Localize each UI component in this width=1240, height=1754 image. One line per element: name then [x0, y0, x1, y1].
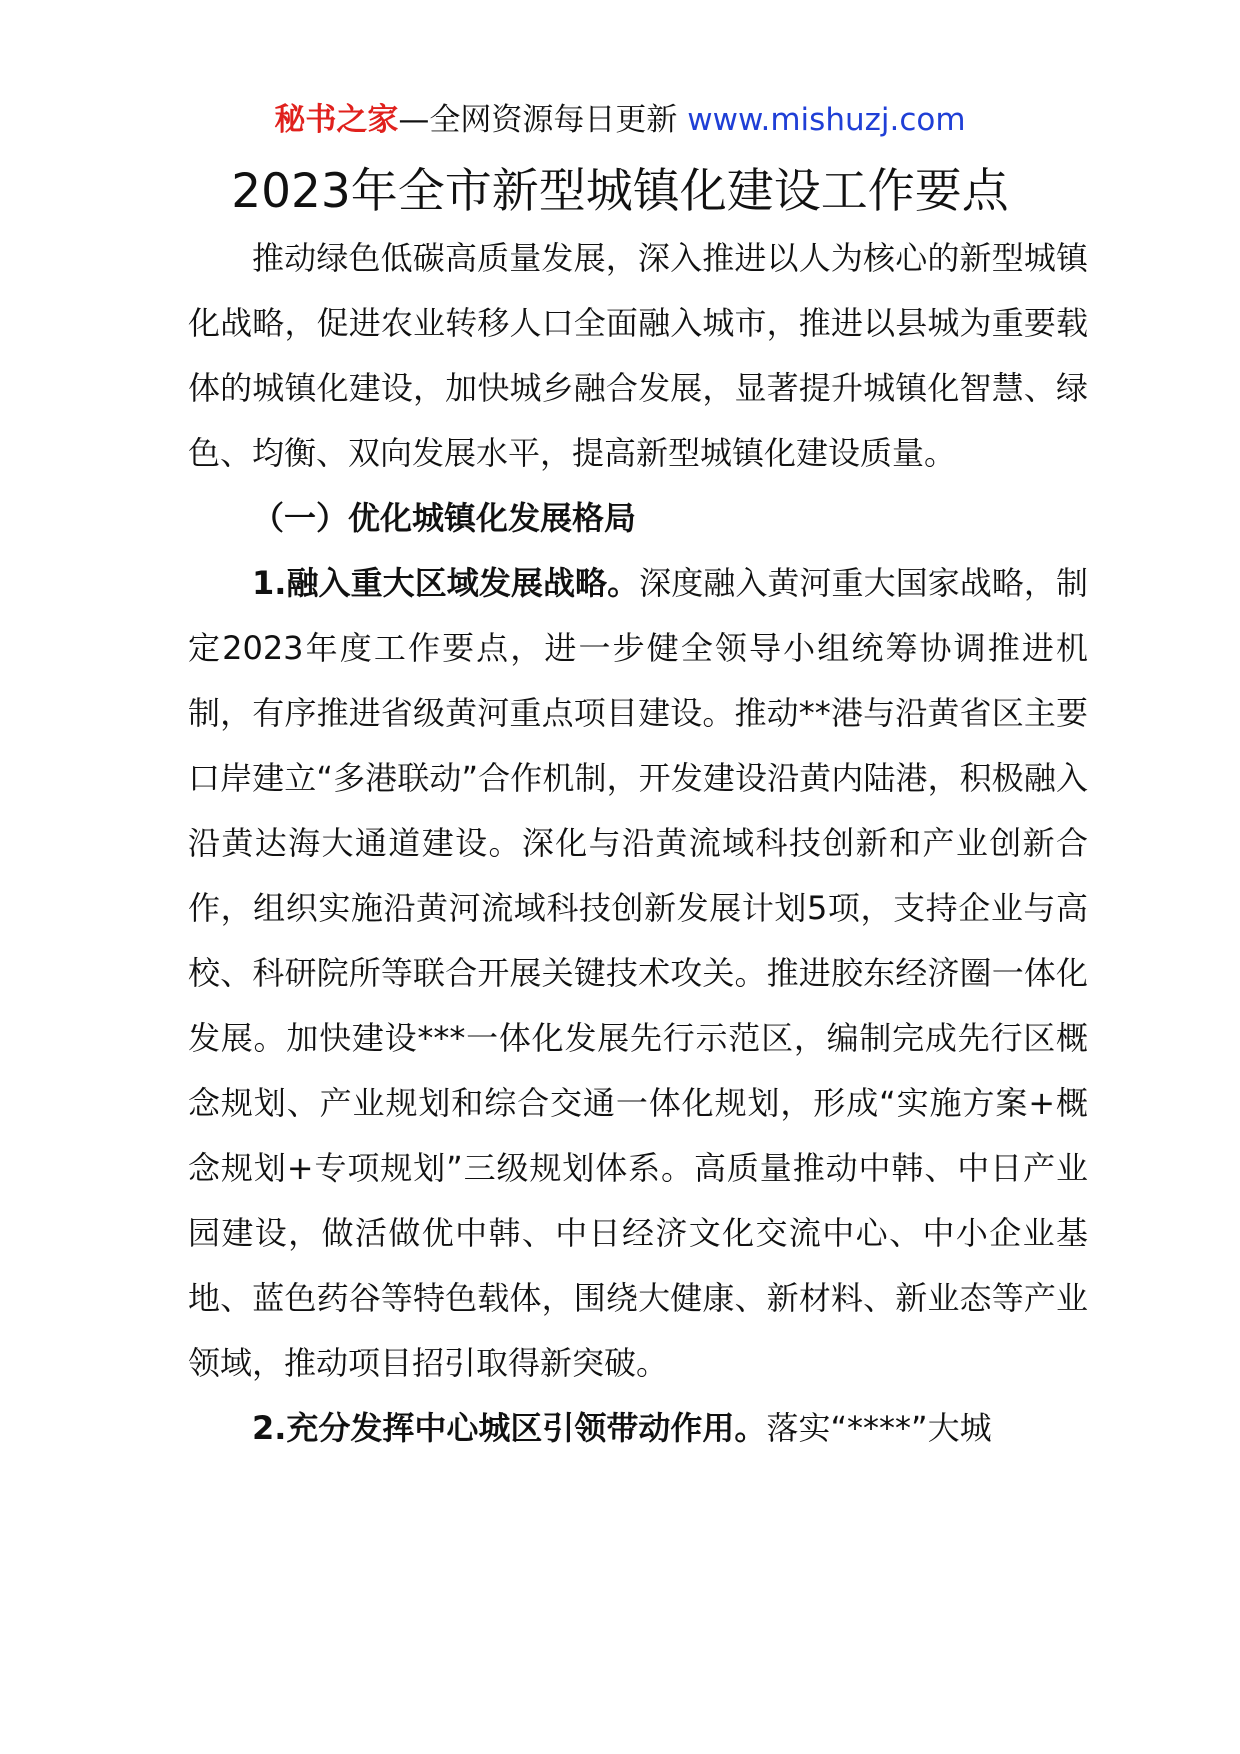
document-body: [188, 226, 1088, 1461]
banner-tagline: —全网资源每日更新: [398, 102, 688, 138]
banner-url[interactable]: www.mishuzj.com: [687, 102, 966, 138]
item-1-text: 深度融入黄河重大国家战略，制定2023年度工作要点，进一步健全领导小组统筹协调推进机制，有序推进省级黄河重点项目建设。推动**港与沿黄省区主要口岸建立“多港联动”合作机制，开发建设沿黄内陆港，积极融入沿黄达海大通道建设。深化与沿黄流域科技创新和产业创新合作，组织实施沿黄河流域科技创新发展计划5项，支持企业与高校、科研院所等联合开展关键技术攻关。推进胶东经济圈一体化发展。加快建设***一体化发展先行示范区，编制完成先行区概念规划、产业规划和综合交通一体化规划，形成“实施方案+概念规划+专项规划”三级规划体系。高质量推动中韩、中日产业园建设，做活做优中韩、中日经济文化交流中心、中小企业基地、蓝色药谷等特色载体，围绕大健康、新材料、新业态等产业领域，推动项目招引取得新突破。: [188, 564, 1088, 1382]
item-1-lead: 1.融入重大区域发展战略。: [252, 564, 640, 602]
item-2-lead: 2.充分发挥中心城区引领带动作用。: [252, 1409, 767, 1447]
item-2-text: 落实“****”大城: [766, 1409, 992, 1447]
intro-paragraph: 推动绿色低碳高质量发展，深入推进以人为核心的新型城镇化战略，促进农业转移人口全面融入城市，推进以县城为重要载体的城镇化建设，加快城乡融合发展，显著提升城镇化智慧、绿色、均衡、双向发展水平，提高新型城镇化建设质量。: [188, 239, 1088, 472]
section-heading: （一）优化城镇化发展格局: [252, 499, 637, 537]
site-banner: [0, 100, 1240, 140]
item-2-paragraph: [188, 1396, 1088, 1461]
item-1-paragraph: [188, 551, 1088, 1396]
document-title: 2023年全市新型城镇化建设工作要点: [231, 164, 1009, 219]
banner-brand: 秘书之家: [274, 102, 399, 138]
